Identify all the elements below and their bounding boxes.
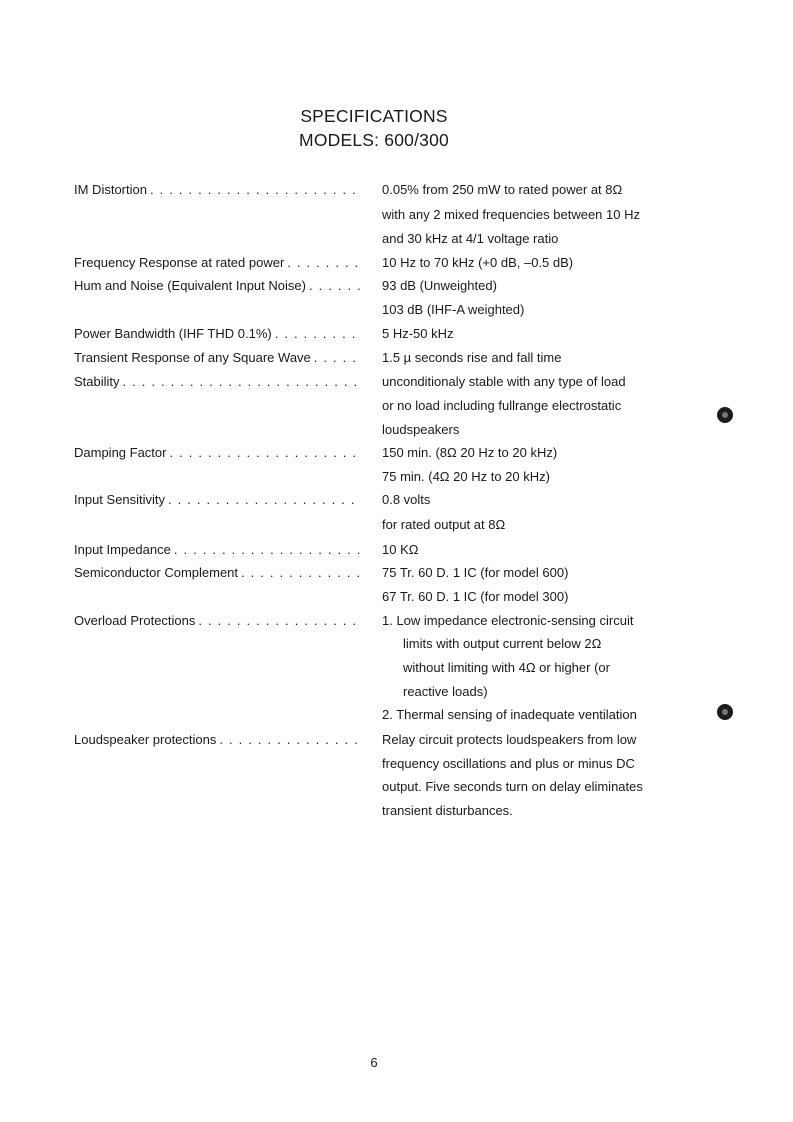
spec-value: 10 Hz to 70 kHz (+0 dB, –0.5 dB) bbox=[382, 255, 574, 270]
spec-row-transient-response bbox=[74, 349, 674, 373]
spec-label: Power Bandwidth (IHF THD 0.1%) . . . bbox=[74, 325, 360, 349]
spec-label: Overload Protections . . . bbox=[74, 612, 360, 636]
spec-row-loudspeaker-protections bbox=[74, 731, 674, 755]
spec-row-stability bbox=[74, 373, 674, 397]
spec-row-continuation bbox=[74, 683, 674, 707]
binder-hole-icon bbox=[717, 407, 733, 423]
spec-row-frequency-response bbox=[74, 254, 674, 278]
spec-row-continuation bbox=[74, 755, 674, 779]
spec-row-continuation bbox=[74, 397, 674, 421]
spec-row-continuation bbox=[74, 301, 674, 325]
spec-value: and 30 kHz at 4/1 voltage ratio bbox=[382, 231, 559, 246]
spec-value: unconditionaly stable with any type of load bbox=[382, 374, 626, 389]
spec-value: with any 2 mixed frequencies between 10 Hz bbox=[382, 207, 640, 222]
spec-value: 67 Tr. 60 D. 1 IC (for model 300) bbox=[382, 589, 569, 604]
page-title: SPECIFICATIONS bbox=[300, 106, 448, 126]
spec-value: without limiting with 4Ω or higher (or bbox=[403, 660, 610, 675]
spec-row-continuation bbox=[74, 588, 674, 612]
spec-label: Input Impedance . . . bbox=[74, 541, 360, 565]
spec-label: Semiconductor Complement . . . bbox=[74, 564, 360, 588]
spec-label: Transient Response of any Square Wave . . . bbox=[74, 349, 360, 373]
spec-row-input-impedance bbox=[74, 541, 674, 565]
spec-value: output. Five seconds turn on delay eliminates bbox=[382, 779, 643, 794]
spec-value: 5 Hz-50 kHz bbox=[382, 326, 454, 341]
spec-row-semiconductor-complement bbox=[74, 564, 674, 588]
spec-value: 0.05% from 250 mW to rated power at 8Ω bbox=[382, 182, 623, 197]
spec-row-continuation bbox=[74, 421, 674, 445]
spec-row-hum-noise bbox=[74, 277, 674, 301]
spec-value: 75 Tr. 60 D. 1 IC (for model 600) bbox=[382, 565, 569, 580]
spec-label: Stability . . . bbox=[74, 373, 360, 397]
spec-value: 1.5 µ seconds rise and fall time bbox=[382, 350, 562, 365]
spec-row-continuation bbox=[74, 230, 674, 254]
spec-value: Relay circuit protects loudspeakers from low bbox=[382, 732, 637, 747]
binder-hole-icon bbox=[717, 704, 733, 720]
spec-label: Damping Factor . . . bbox=[74, 444, 360, 468]
spec-value: 93 dB (Unweighted) bbox=[382, 278, 497, 293]
spec-row-continuation bbox=[74, 516, 674, 540]
spec-row-continuation bbox=[74, 706, 674, 730]
spec-value: 75 min. (4Ω 20 Hz to 20 kHz) bbox=[382, 469, 550, 484]
spec-value: 0.8 volts bbox=[382, 492, 431, 507]
spec-row-continuation bbox=[74, 206, 674, 230]
spec-row-im-distortion bbox=[74, 181, 674, 205]
spec-label: IM Distortion . . . bbox=[74, 181, 360, 205]
spec-value: 1. Low impedance electronic-sensing circuit bbox=[382, 613, 634, 628]
spec-row-continuation bbox=[74, 802, 674, 826]
spec-label: Loudspeaker protections . . . bbox=[74, 731, 360, 755]
spec-value: 103 dB (IHF-A weighted) bbox=[382, 302, 525, 317]
spec-label: Input Sensitivity . . . bbox=[74, 491, 360, 515]
spec-row-continuation bbox=[74, 468, 674, 492]
spec-row-overload-protections bbox=[74, 612, 674, 636]
spec-value: 2. Thermal sensing of inadequate ventilation bbox=[382, 707, 637, 722]
spec-value: or no load including fullrange electrostatic bbox=[382, 398, 622, 413]
spec-value: 150 min. (8Ω 20 Hz to 20 kHz) bbox=[382, 445, 558, 460]
spec-value: 10 KΩ bbox=[382, 542, 419, 557]
spec-row-continuation bbox=[74, 778, 674, 802]
spec-label: Frequency Response at rated power . . . bbox=[74, 254, 360, 278]
spec-value: frequency oscillations and plus or minus DC bbox=[382, 756, 635, 771]
spec-row-input-sensitivity bbox=[74, 491, 674, 515]
spec-row-continuation bbox=[74, 635, 674, 659]
page-number: 6 bbox=[370, 1055, 378, 1070]
spec-value: transient disturbances. bbox=[382, 803, 513, 818]
spec-value: reactive loads) bbox=[403, 684, 488, 699]
spec-row-continuation bbox=[74, 659, 674, 683]
spec-row-power-bandwidth bbox=[74, 325, 674, 349]
spec-value: loudspeakers bbox=[382, 422, 460, 437]
spec-row-damping-factor bbox=[74, 444, 674, 468]
spec-value: limits with output current below 2Ω bbox=[403, 636, 602, 651]
spec-label: Hum and Noise (Equivalent Input Noise) . . . bbox=[74, 277, 360, 301]
page-subtitle: MODELS: 600/300 bbox=[299, 130, 449, 150]
spec-value: for rated output at 8Ω bbox=[382, 517, 506, 532]
